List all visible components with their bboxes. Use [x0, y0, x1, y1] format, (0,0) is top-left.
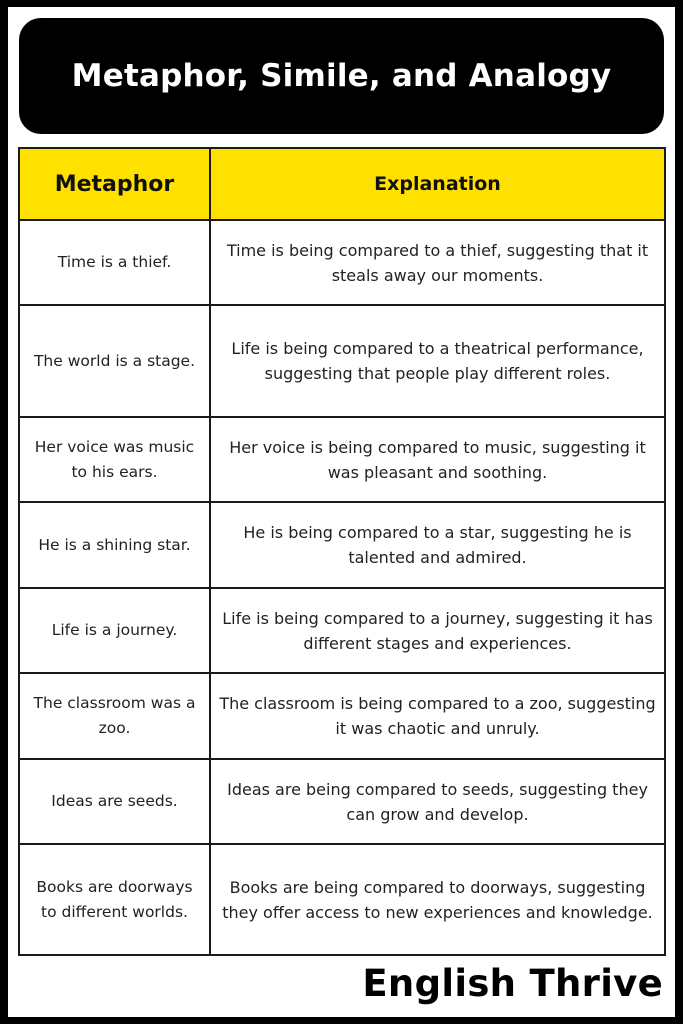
explanation-cell: Books are being compared to doorways, suggesting they offer access to new experiences and knowledge. [210, 844, 665, 955]
metaphor-cell: He is a shining star. [19, 502, 210, 588]
table-row [19, 844, 665, 955]
table-row [19, 220, 665, 305]
metaphor-cell: Ideas are seeds. [19, 759, 210, 844]
explanation-cell: Life is being compared to a journey, suggesting it has different stages and experiences. [210, 588, 665, 673]
explanation-cell: Ideas are being compared to seeds, suggesting they can grow and develop. [210, 759, 665, 844]
explanation-cell: Her voice is being compared to music, suggesting it was pleasant and soothing. [210, 417, 665, 502]
column-header-explanation: Explanation [210, 148, 665, 220]
metaphor-cell: Her voice was music to his ears. [19, 417, 210, 502]
explanation-cell: He is being compared to a star, suggesting he is talented and admired. [210, 502, 665, 588]
explanation-cell: Life is being compared to a theatrical performance, suggesting that people play different roles. [210, 305, 665, 417]
table-row [19, 759, 665, 844]
brand-logo-text: English Thrive [362, 962, 663, 1005]
table-row [19, 588, 665, 673]
metaphor-cell: Books are doorways to different worlds. [19, 844, 210, 955]
explanation-cell: Time is being compared to a thief, suggesting that it steals away our moments. [210, 220, 665, 305]
explanation-cell: The classroom is being compared to a zoo, suggesting it was chaotic and unruly. [210, 673, 665, 759]
metaphor-cell: Life is a journey. [19, 588, 210, 673]
metaphor-cell: Time is a thief. [19, 220, 210, 305]
table-row [19, 417, 665, 502]
metaphor-cell: The world is a stage. [19, 305, 210, 417]
table-row [19, 305, 665, 417]
table-row [19, 673, 665, 759]
table-header-row [19, 148, 665, 220]
metaphor-cell: The classroom was a zoo. [19, 673, 210, 759]
metaphor-table [18, 147, 666, 956]
table-row [19, 502, 665, 588]
page-title: Metaphor, Simile, and Analogy [19, 18, 664, 134]
column-header-metaphor: Metaphor [19, 148, 210, 220]
